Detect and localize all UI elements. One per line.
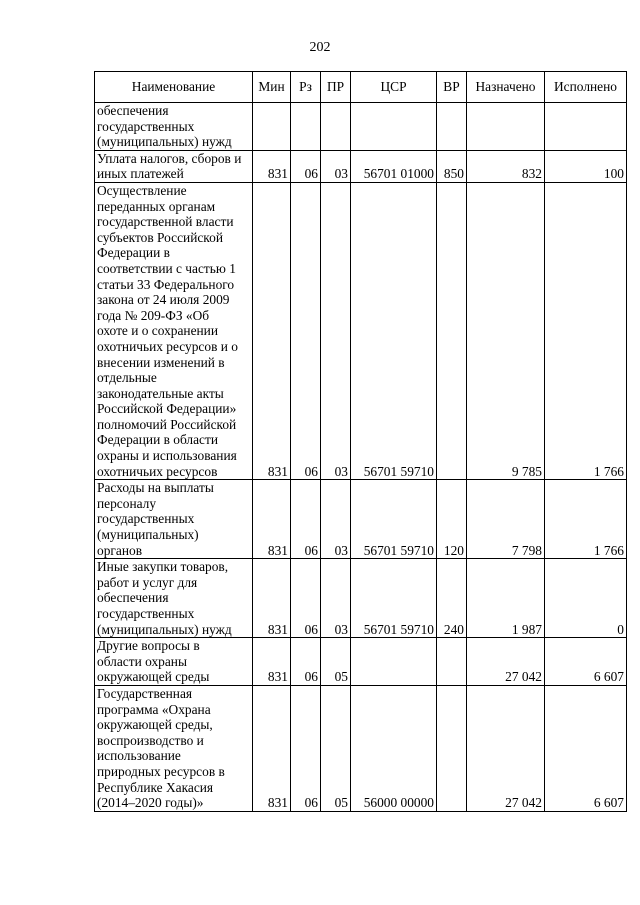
table-row bbox=[95, 150, 627, 182]
header-row bbox=[95, 72, 627, 103]
row-executed: 1 766 bbox=[545, 480, 627, 559]
row-csr: 56701 59710 bbox=[351, 480, 437, 559]
header-name: Наименование bbox=[95, 72, 253, 103]
row-assigned: 7 798 bbox=[467, 480, 545, 559]
row-vr: 850 bbox=[437, 150, 467, 182]
row-assigned: 1 987 bbox=[467, 559, 545, 638]
row-assigned: 832 bbox=[467, 150, 545, 182]
table-row bbox=[95, 638, 627, 686]
budget-table bbox=[94, 71, 627, 812]
row-min bbox=[253, 103, 291, 151]
row-min: 831 bbox=[253, 182, 291, 479]
row-name: Расходы на выплаты персоналу государственных (муниципальных) органов bbox=[95, 480, 253, 559]
row-csr: 56701 01000 bbox=[351, 150, 437, 182]
row-csr: 56701 59710 bbox=[351, 559, 437, 638]
row-name: Другие вопросы в области охраны окружающей среды bbox=[95, 638, 253, 686]
row-pr: 03 bbox=[321, 559, 351, 638]
header-assigned: Назначено bbox=[467, 72, 545, 103]
row-assigned bbox=[467, 103, 545, 151]
row-pr: 05 bbox=[321, 638, 351, 686]
row-pr: 05 bbox=[321, 685, 351, 811]
row-csr: 56701 59710 bbox=[351, 182, 437, 479]
row-rz: 06 bbox=[291, 559, 321, 638]
row-name: Государственная программа «Охрана окружающей среды, воспроизводство и использование природных ресурсов в Республике Хакасия (2014–2020 годы)» bbox=[95, 685, 253, 811]
row-pr: 03 bbox=[321, 480, 351, 559]
row-executed: 100 bbox=[545, 150, 627, 182]
header-pr: ПР bbox=[321, 72, 351, 103]
header-min: Мин bbox=[253, 72, 291, 103]
row-assigned: 9 785 bbox=[467, 182, 545, 479]
table-row bbox=[95, 182, 627, 479]
row-pr: 03 bbox=[321, 150, 351, 182]
row-vr bbox=[437, 182, 467, 479]
row-rz: 06 bbox=[291, 685, 321, 811]
row-vr bbox=[437, 638, 467, 686]
row-min: 831 bbox=[253, 638, 291, 686]
row-csr bbox=[351, 103, 437, 151]
header-csr: ЦСР bbox=[351, 72, 437, 103]
row-name: Иные закупки товаров, работ и услуг для обеспечения государственных (муниципальных) нужд bbox=[95, 559, 253, 638]
row-rz: 06 bbox=[291, 638, 321, 686]
row-csr: 56000 00000 bbox=[351, 685, 437, 811]
row-rz bbox=[291, 103, 321, 151]
row-rz: 06 bbox=[291, 182, 321, 479]
row-assigned: 27 042 bbox=[467, 638, 545, 686]
row-min: 831 bbox=[253, 559, 291, 638]
row-executed: 1 766 bbox=[545, 182, 627, 479]
row-rz: 06 bbox=[291, 150, 321, 182]
header-rz: Рз bbox=[291, 72, 321, 103]
row-min: 831 bbox=[253, 685, 291, 811]
row-csr bbox=[351, 638, 437, 686]
row-vr bbox=[437, 103, 467, 151]
table-row bbox=[95, 559, 627, 638]
row-min: 831 bbox=[253, 150, 291, 182]
row-executed: 6 607 bbox=[545, 685, 627, 811]
row-min: 831 bbox=[253, 480, 291, 559]
table-row bbox=[95, 685, 627, 811]
table-row bbox=[95, 103, 627, 151]
row-name: обеспечения государственных (муниципальных) нужд bbox=[95, 103, 253, 151]
header-executed: Исполнено bbox=[545, 72, 627, 103]
row-vr: 120 bbox=[437, 480, 467, 559]
row-assigned: 27 042 bbox=[467, 685, 545, 811]
table-row bbox=[95, 480, 627, 559]
row-pr bbox=[321, 103, 351, 151]
row-pr: 03 bbox=[321, 182, 351, 479]
row-executed bbox=[545, 103, 627, 151]
row-vr: 240 bbox=[437, 559, 467, 638]
row-vr bbox=[437, 685, 467, 811]
row-executed: 6 607 bbox=[545, 638, 627, 686]
row-rz: 06 bbox=[291, 480, 321, 559]
row-executed: 0 bbox=[545, 559, 627, 638]
row-name: Уплата налогов, сборов и иных платежей bbox=[95, 150, 253, 182]
page-number: 202 bbox=[309, 40, 331, 55]
row-name: Осуществление переданных органам государственной власти субъектов Российской Федерации в соответствии с частью 1 статьи 33 Федерального закона от 24 июля 2009 года № 209-ФЗ «Об охоте и о сохранении охотничьих ресурсов и о внесении изменений в отдельные законодательные акты Российской Федерации» полномочий Российской Федерации в области охраны и использования охотничьих ресурсов bbox=[95, 182, 253, 479]
header-vr: ВР bbox=[437, 72, 467, 103]
